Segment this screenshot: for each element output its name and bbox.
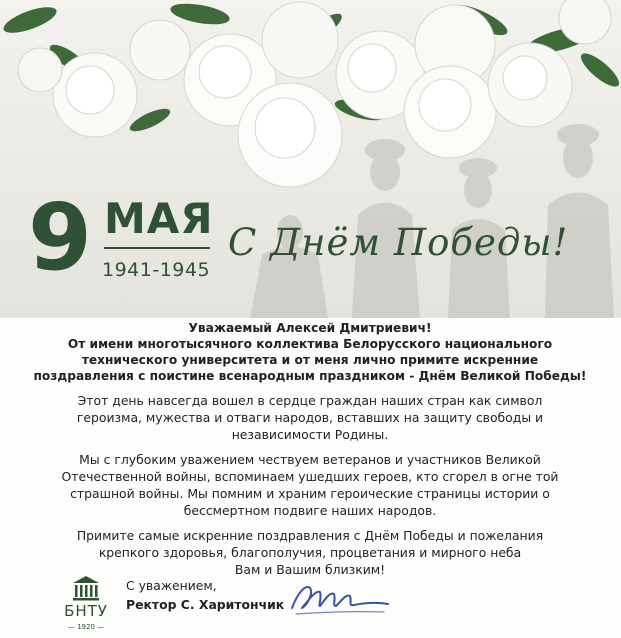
signatory-name: Ректор С. Харитончик (126, 597, 285, 612)
date-divider (104, 247, 210, 249)
paragraph-line: бессмертном подвиге наших народов. (183, 503, 437, 518)
letter-intro (20, 320, 600, 384)
paragraph-line: страшной войны. Мы помним и храним героические страницы истории о (70, 486, 550, 501)
handwritten-signature (284, 572, 394, 622)
signature-closing: С уважением, (126, 578, 217, 593)
paragraph-wishes (20, 527, 600, 578)
intro-line: От имени многотысячного коллектива Белорусского национального (67, 337, 553, 351)
paragraph-veterans (20, 451, 600, 519)
addressee: Уважаемый Алексей Дмитриевич! (188, 321, 432, 335)
date-years: 1941-1945 (102, 259, 211, 281)
university-building-icon (71, 575, 101, 601)
intro-line: технического университета и от меня лично примите искренние (81, 353, 539, 367)
victory-greeting: С Днём Победы! (228, 221, 569, 264)
intro-line: поздравления с поистине всенародным праздником - Днём Великой Победы! (33, 369, 587, 383)
paragraph-line: Примите самые искренние поздравления с Днём Победы и пожелания (76, 528, 544, 543)
paragraph-line: Вам и Вашим близким! (234, 562, 386, 577)
paragraph-line: Мы с глубоким уважением чествуем ветеранов и участников Великой (79, 452, 541, 467)
date-month: МАЯ (104, 194, 214, 243)
paragraph-line: героизма, мужества и отваги народов, вставших на защиту свободы и (76, 410, 544, 425)
paragraph-line: крепкого здоровья, благополучия, процветания и мирного неба (98, 545, 522, 560)
paragraph-line: независимости Родины. (231, 427, 389, 442)
paragraph-line: Отечественной войны, вспоминаем ушедших героев, кто сгорел в огне той (61, 469, 559, 484)
paragraph-line: Этот день навсегда вошел в сердце граждан наших стран как символ (77, 393, 543, 408)
peony-flowers (18, 0, 611, 187)
letter-body (20, 318, 600, 578)
logo-text: БНТУ (64, 602, 108, 620)
bntu-logo (62, 575, 110, 635)
date-day: 9 (28, 184, 93, 291)
victory-day-banner (0, 0, 621, 318)
logo-year: — 1920 — (67, 623, 105, 631)
paragraph-symbol (20, 392, 600, 443)
